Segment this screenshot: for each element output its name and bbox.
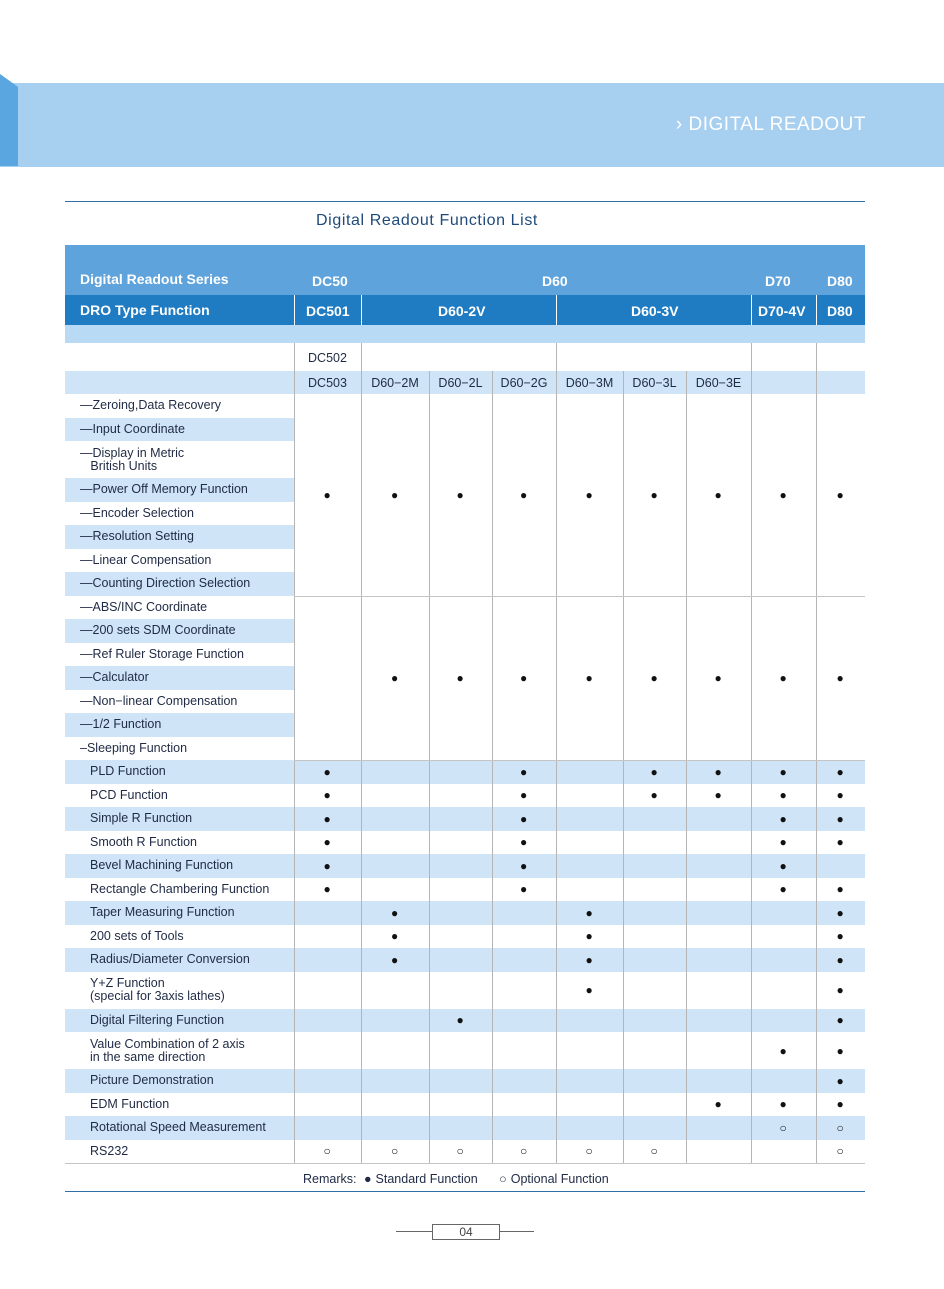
model-label: D60−2G bbox=[500, 376, 548, 390]
standard-mark: ● bbox=[714, 487, 722, 502]
feature-label: Digital Filtering Function bbox=[90, 1012, 225, 1027]
optional-mark: ○ bbox=[456, 1144, 464, 1159]
optional-mark: ○ bbox=[836, 1120, 844, 1135]
basic-function-label: —ABS/INC Coordinate bbox=[80, 599, 208, 614]
standard-mark: ● bbox=[836, 764, 844, 779]
standard-mark: ● bbox=[456, 487, 464, 502]
feature-label: Rectangle Chambering Function bbox=[90, 881, 270, 896]
feature-label: EDM Function bbox=[90, 1096, 170, 1111]
type-dc501: DC501 bbox=[306, 303, 350, 319]
basic-function-label: —Linear Compensation bbox=[80, 552, 212, 567]
standard-mark: ● bbox=[714, 788, 722, 803]
optional-mark: ○ bbox=[650, 1144, 658, 1159]
standard-mark: ● bbox=[520, 788, 528, 803]
standard-mark: ● bbox=[836, 983, 844, 997]
banner-tab bbox=[0, 74, 18, 166]
table-row-bg bbox=[65, 343, 865, 371]
feature-label: Radius/Diameter Conversion bbox=[90, 952, 250, 967]
feature-label: PCD Function bbox=[90, 787, 168, 802]
optional-mark: ○ bbox=[391, 1144, 399, 1159]
type-d80: D80 bbox=[827, 303, 853, 319]
basic-function-label: —Zeroing,Data Recovery bbox=[80, 398, 222, 413]
feature-label: Picture Demonstration bbox=[90, 1073, 214, 1088]
basic-function-label: –Sleeping Function bbox=[80, 740, 188, 755]
basic-function-label: —Non−linear Compensation bbox=[80, 693, 238, 708]
series-d70: D70 bbox=[765, 273, 791, 289]
standard-mark: ● bbox=[585, 487, 593, 502]
standard-mark: ● bbox=[836, 1097, 844, 1112]
bottom-rule bbox=[65, 1191, 865, 1192]
page-number: 04 bbox=[432, 1224, 500, 1240]
table-row-bg bbox=[65, 441, 865, 478]
remarks-prefix: Remarks: bbox=[303, 1172, 357, 1186]
standard-mark: ● bbox=[836, 1013, 844, 1028]
column-divider bbox=[623, 371, 624, 1163]
standard-mark: ● bbox=[836, 835, 844, 850]
standard-mark: ● bbox=[779, 487, 787, 502]
standard-mark: ● bbox=[779, 858, 787, 873]
standard-mark: ● bbox=[779, 670, 787, 685]
page-title: Digital Readout Function List bbox=[316, 212, 538, 229]
column-divider bbox=[361, 343, 362, 1163]
header-spacer-strip bbox=[65, 325, 865, 343]
standard-mark: ● bbox=[323, 487, 331, 502]
series-d60: D60 bbox=[542, 273, 568, 289]
standard-mark: ● bbox=[836, 905, 844, 920]
type-header-row bbox=[65, 295, 865, 325]
standard-mark: ● bbox=[779, 882, 787, 897]
table-row-bg bbox=[65, 784, 865, 808]
standard-mark: ● bbox=[391, 487, 399, 502]
model-dc502: DC502 bbox=[308, 351, 347, 365]
standard-mark: ● bbox=[520, 670, 528, 685]
optional-mark: ○ bbox=[520, 1144, 528, 1159]
feature-label: Bevel Machining Function bbox=[90, 858, 234, 873]
standard-mark: ● bbox=[391, 670, 399, 685]
column-divider bbox=[556, 343, 557, 1163]
standard-mark: ● bbox=[520, 487, 528, 502]
column-divider bbox=[686, 371, 687, 1163]
model-dc503: DC503 bbox=[308, 376, 347, 390]
basic-function-label: —200 sets SDM Coordinate bbox=[80, 623, 236, 638]
standard-mark: ● bbox=[585, 905, 593, 920]
standard-mark: ● bbox=[779, 811, 787, 826]
standard-mark: ● bbox=[779, 788, 787, 803]
standard-mark: ● bbox=[836, 788, 844, 803]
standard-mark: ● bbox=[520, 835, 528, 850]
column-divider bbox=[492, 371, 493, 1163]
standard-mark: ● bbox=[650, 487, 658, 502]
table-row-bg bbox=[65, 1093, 865, 1117]
standard-mark: ● bbox=[391, 905, 399, 920]
feature-label: Y+Z Function (special for 3axis lathes) bbox=[90, 976, 225, 1003]
standard-mark: ● bbox=[456, 670, 464, 685]
column-divider bbox=[751, 343, 752, 1163]
optional-mark: ○ bbox=[779, 1120, 787, 1135]
table-row-bg bbox=[65, 1140, 865, 1164]
standard-mark: ● bbox=[650, 788, 658, 803]
standard-mark: ● bbox=[585, 929, 593, 944]
series-header-row bbox=[65, 245, 865, 295]
standard-mark: ● bbox=[456, 1013, 464, 1028]
standard-mark: ● bbox=[650, 764, 658, 779]
banner-title: › DIGITAL READOUT bbox=[675, 114, 866, 135]
standard-mark: ● bbox=[836, 929, 844, 944]
standard-mark: ● bbox=[836, 882, 844, 897]
remarks-legend bbox=[303, 1172, 613, 1186]
basic-function-label: —Counting Direction Selection bbox=[80, 576, 251, 591]
basic-function-label: —Input Coordinate bbox=[80, 421, 185, 436]
standard-mark: ● bbox=[779, 835, 787, 850]
type-header-label: DRO Type Function bbox=[80, 302, 210, 318]
standard-mark: ● bbox=[836, 811, 844, 826]
basic-function-label: —Encoder Selection bbox=[80, 505, 194, 520]
type-d60-2v: D60-2V bbox=[438, 303, 486, 319]
standard-mark: ● bbox=[323, 788, 331, 803]
optional-function-text: Optional Function bbox=[510, 1172, 609, 1186]
standard-mark: ● bbox=[391, 952, 399, 967]
feature-label: Simple R Function bbox=[90, 811, 193, 826]
standard-mark: ● bbox=[836, 670, 844, 685]
feature-label: Taper Measuring Function bbox=[90, 905, 235, 920]
standard-mark: ● bbox=[391, 929, 399, 944]
type-d60-3v: D60-3V bbox=[631, 303, 679, 319]
feature-label: RS232 bbox=[90, 1143, 129, 1158]
standard-mark: ● bbox=[836, 1043, 844, 1058]
group-divider bbox=[294, 760, 865, 761]
standard-mark: ● bbox=[323, 764, 331, 779]
basic-function-label: —Ref Ruler Storage Function bbox=[80, 646, 244, 661]
standard-mark: ● bbox=[714, 764, 722, 779]
standard-mark: ● bbox=[714, 670, 722, 685]
feature-label: Rotational Speed Measurement bbox=[90, 1120, 266, 1135]
model-label: D60−2M bbox=[371, 376, 419, 390]
standard-mark: ● bbox=[714, 1097, 722, 1112]
table-row-bg bbox=[65, 925, 865, 949]
standard-mark: ● bbox=[779, 764, 787, 779]
standard-mark: ● bbox=[779, 1097, 787, 1112]
series-d80: D80 bbox=[827, 273, 853, 289]
series-header-label: Digital Readout Series bbox=[80, 271, 229, 287]
standard-mark: ● bbox=[836, 952, 844, 967]
table-row-bg bbox=[65, 760, 865, 784]
standard-mark: ● bbox=[650, 670, 658, 685]
optional-symbol: ○ bbox=[499, 1172, 507, 1186]
basic-function-label: —Power Off Memory Function bbox=[80, 482, 248, 497]
column-divider bbox=[816, 343, 817, 1163]
basic-function-label: —Display in Metric British Units bbox=[80, 445, 185, 473]
feature-label: PLD Function bbox=[90, 764, 166, 779]
model-label: D60−3E bbox=[695, 376, 742, 390]
standard-mark: ● bbox=[585, 983, 593, 997]
standard-mark: ● bbox=[323, 882, 331, 897]
top-rule bbox=[65, 201, 865, 202]
type-d70-4v: D70-4V bbox=[758, 303, 806, 319]
standard-symbol: ● bbox=[363, 1172, 372, 1186]
standard-mark: ● bbox=[779, 1043, 787, 1058]
model-label: D60−3M bbox=[565, 376, 614, 390]
feature-label: Value Combination of 2 axis in the same direction bbox=[90, 1036, 245, 1064]
standard-function-text: Standard Function bbox=[375, 1172, 478, 1186]
standard-mark: ● bbox=[836, 1073, 844, 1088]
standard-mark: ● bbox=[323, 811, 331, 826]
model-label: D60−3L bbox=[632, 376, 677, 390]
group-divider bbox=[294, 596, 865, 597]
standard-mark: ● bbox=[836, 487, 844, 502]
standard-mark: ● bbox=[520, 858, 528, 873]
basic-function-label: —Calculator bbox=[80, 670, 149, 685]
optional-mark: ○ bbox=[323, 1144, 331, 1159]
series-dc50: DC50 bbox=[312, 273, 348, 289]
standard-mark: ● bbox=[323, 858, 331, 873]
column-divider bbox=[429, 371, 430, 1163]
standard-mark: ● bbox=[520, 882, 528, 897]
table-bottom-line bbox=[65, 1163, 865, 1164]
column-divider bbox=[294, 343, 295, 1163]
standard-mark: ● bbox=[585, 670, 593, 685]
standard-mark: ● bbox=[323, 835, 331, 850]
feature-label: 200 sets of Tools bbox=[90, 928, 184, 943]
optional-mark: ○ bbox=[585, 1144, 593, 1159]
standard-mark: ● bbox=[520, 764, 528, 779]
standard-mark: ● bbox=[585, 952, 593, 967]
optional-mark: ○ bbox=[836, 1144, 844, 1159]
standard-mark: ● bbox=[520, 811, 528, 826]
model-label: D60−2L bbox=[438, 376, 483, 390]
basic-function-label: —1/2 Function bbox=[80, 717, 162, 732]
feature-label: Smooth R Function bbox=[90, 834, 197, 849]
basic-function-label: —Resolution Setting bbox=[80, 529, 194, 544]
